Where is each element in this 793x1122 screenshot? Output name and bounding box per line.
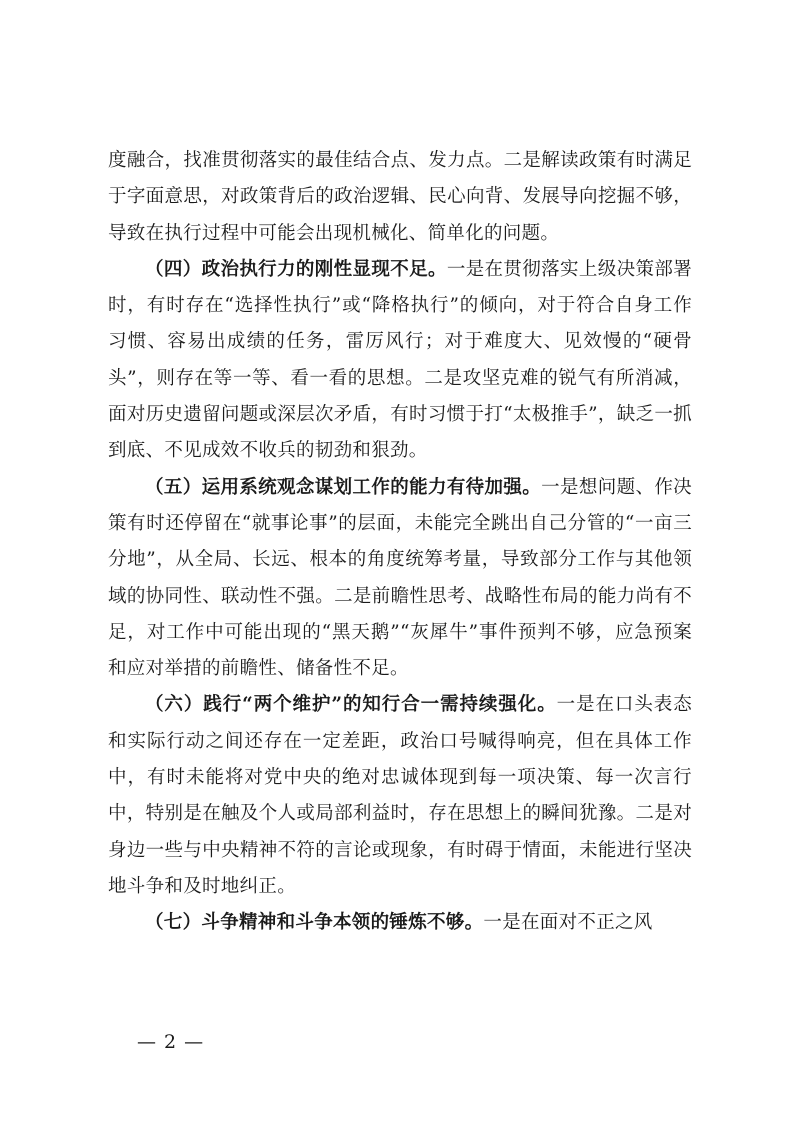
section-heading-4: （四）政治执行力的刚性显现不足。 — [145, 258, 447, 280]
section-heading-6: （六）践行“两个维护”的知行合一需持续强化。 — [145, 694, 557, 716]
document-body — [108, 143, 692, 942]
section-heading-5: （五）运用系统观念谋划工作的能力有待加强。 — [145, 476, 542, 498]
paragraph-body-text: 一是在面对不正之风 — [483, 912, 653, 934]
paragraph-section-7 — [108, 905, 692, 941]
paragraph-body-text: 一是在贯彻落实上级决策部署时，有时存在“选择性执行”或“降格执行”的倾向，对于符合自身工作习惯、容易出成绩的任务，雷厉风行；对于难度大、见效慢的“硬骨头”，则存在等一等、看一看的思想。二是攻坚克难的锐气有所消减，面对历史遗留问题或深层次矛盾，有时习惯于打“太极推手”，缺乏一抓到底、不见成效不收兵的韧劲和狠劲。 — [108, 258, 692, 462]
page-number: — 2 — — [137, 1031, 205, 1053]
paragraph-body-text: 度融合，找准贯彻落实的最佳结合点、发力点。二是解读政策有时满足于字面意思，对政策背后的政治逻辑、民心向背、发展导向挖掘不够，导致在执行过程中可能会出现机械化、简单化的问题。 — [108, 150, 692, 244]
paragraph-section-4 — [108, 252, 692, 470]
section-heading-7: （七）斗争精神和斗争本领的锤炼不够。 — [145, 912, 484, 934]
paragraph-section-6 — [108, 687, 692, 905]
paragraph-body-text: 一是在口头表态和实际行动之间还存在一定差距，政治口号喊得响亮，但在具体工作中，有时未能将对党中央的绝对忠诚体现到每一项决策、每一次言行中，特别是在触及个人或局部利益时，存在思想上的瞬间犹豫。二是对身边一些与中央精神不符的言论或现象，有时碍于情面，未能进行坚决地斗争和及时地纠正。 — [108, 694, 692, 897]
paragraph-section-5 — [108, 470, 692, 688]
paragraph-body-text: 一是想问题、作决策有时还停留在“就事论事”的层面，未能完全跳出自己分管的“一亩三分地”，从全局、长远、根本的角度统筹考量，导致部分工作与其他领域的协同性、联动性不强。二是前瞻性思考、战略性布局的能力尚有不足，对工作中可能出现的“黑天鹅”“灰犀牛”事件预判不够，应急预案和应对举措的前瞻性、储备性不足。 — [108, 476, 692, 680]
paragraph-continuation — [108, 143, 692, 252]
